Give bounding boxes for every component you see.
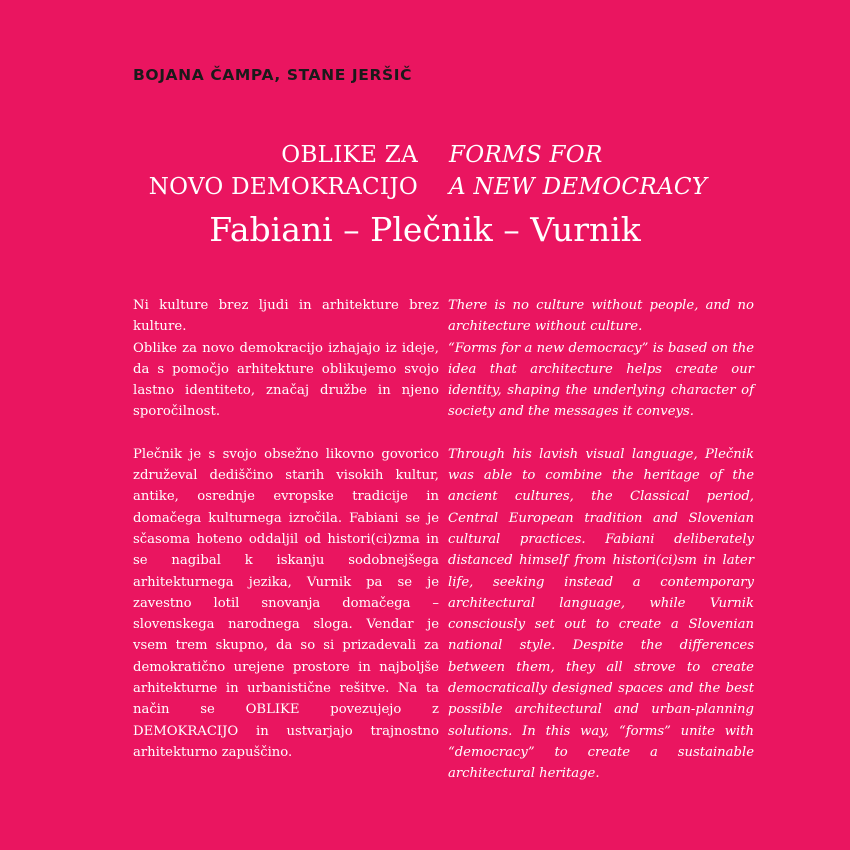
slovene-lead-1: Ni kulture brez ljudi in arhitekture brez kulture. <box>133 298 439 335</box>
slovene-body: Plečnik je s svojo obsežno likovno govorico združeval dediščino starih visokih kultur, antike, osrednje evropske tradicije in domačega kulturnega izročila. Fabiani se je sčasoma hoteno oddaljil od histori(ci)zma in se nagibal k iskanju sodobnejšega arhitekturnega jezika, Vurnik pa se je zavestno lotil snovanja domačega – slovenskega narodnega sloga. Vendar je vsem trem skupno, da so si prizadevali za demokratično urejene prostore in najboljše arhitekturne in urbanistične rešitve. Na ta način se OBLIKE povezujejo z DEMOKRACIJO in ustvarjajo trajnostno arhitekturno zapuščino. <box>133 446 439 760</box>
slovene-lead-2: Oblike za novo demokracijo izhajajo iz ideje, da s pomočjo arhitekture oblikujemo svojo lastno identiteto, značaj družbe in njeno sporočilnost. <box>133 340 439 420</box>
title-slovene-line-1: OBLIKE ZA <box>281 142 418 168</box>
title-slovene <box>149 139 418 203</box>
title-slovene-line-2: NOVO DEMOKRACIJO <box>148 174 418 200</box>
english-body: Through his lavish visual language, Plečnik was able to combine the heritage of the ancient cultures, the Classical period, Central European tradition and Slovenian cultural practices. Fabiani deliberately distanced himself from histori(ci)sm in later life, seeking instead a contemporary architectural language, while Vurnik consciously set out to create a Slovenian national style. Despite the differences between them, they all strove to create democratically designed spaces and the best possible architectural and urban-planning solutions. In this way, “forms” unite with “democracy” to create a sustainable architectural heritage. <box>448 446 754 782</box>
subtitle: Fabiani – Plečnik – Vurnik <box>209 210 641 249</box>
english-column <box>448 295 754 785</box>
english-lead-2: “Forms for a new democracy” is based on the idea that architecture helps create our identity, shaping the underlying character of society and the messages it conveys. <box>448 340 754 420</box>
english-lead-1: There is no culture without people, and no architecture without culture. <box>448 298 754 335</box>
title-english-line-1: FORMS FOR <box>449 142 603 168</box>
slovene-column <box>133 295 439 763</box>
title-english <box>449 139 707 203</box>
title-english-line-2: A NEW DEMOCRACY <box>449 174 708 200</box>
authors: BOJANA ČAMPA, STANE JERŠIČ <box>133 66 413 84</box>
